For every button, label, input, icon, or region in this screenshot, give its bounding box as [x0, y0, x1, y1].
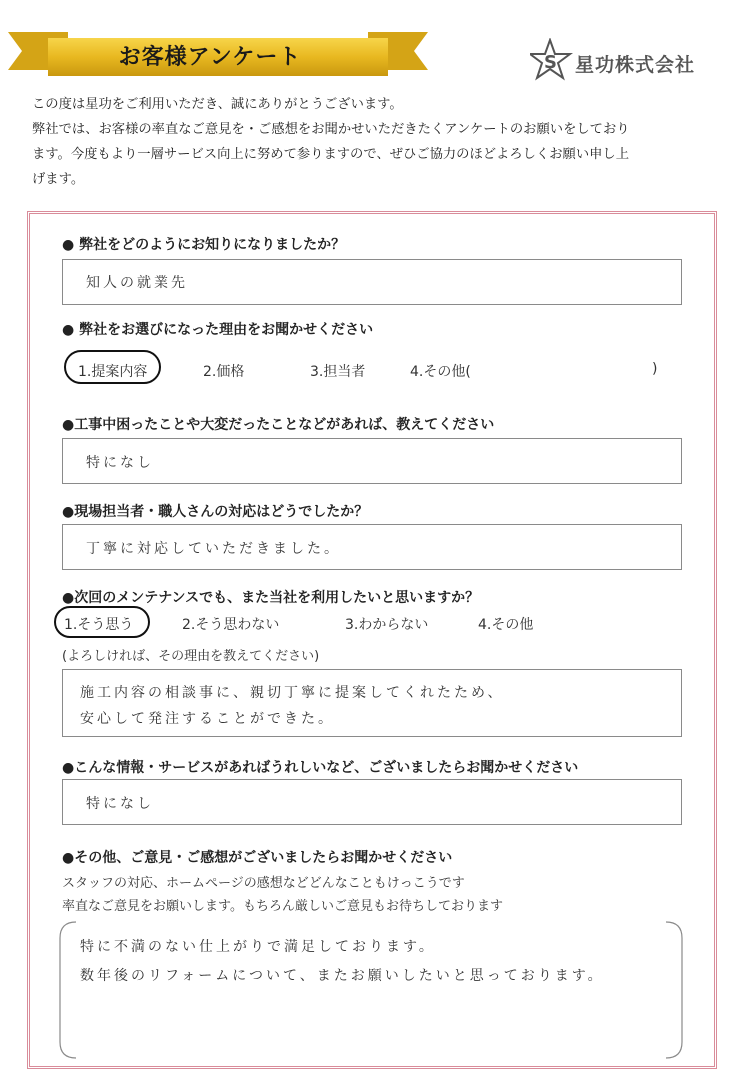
comments-hint-2: 率直なご意見をお願いします。もちろん厳しいご意見もお待ちしております [62, 899, 503, 914]
intro-line: 弊社では、お客様の率直なご意見を・ご感想をお聞かせいただきたくアンケートのお願いをしており [32, 122, 630, 137]
answer-staff-response: 丁寧に対応していただきました。 [86, 541, 341, 557]
question-wanted-services: ●こんな情報・サービスがあればうれしいなど、ございましたらお聞かせください [62, 760, 579, 776]
answer-comments-line1: 特に不満のない仕上がりで満足しております。 [80, 939, 436, 955]
question-reuse: ●次回のメンテナンスでも、また当社を利用したいと思いますか？ [62, 590, 480, 606]
option-other[interactable]: 4.その他( [410, 364, 471, 380]
answer-box-troubles [62, 438, 682, 484]
question-reason: ● 弊社をお選びになった理由をお聞かせください [62, 322, 374, 338]
question-how-found: ● 弊社をどのようにお知りになりましたか？ [62, 237, 346, 253]
option-price[interactable]: 2.価格 [203, 364, 245, 380]
option-no[interactable]: 2.そう思わない [182, 617, 280, 633]
intro-line: げます。 [32, 172, 85, 187]
answer-reuse-line2: 安心して発注することができた。 [80, 711, 335, 727]
option-other-close: ) [652, 361, 658, 377]
intro-line: この度は星功をご利用いただき、誠にありがとうございます。 [32, 97, 403, 112]
page-title: お客様アンケート [118, 45, 302, 70]
company-name: 星功株式会社 [575, 54, 696, 76]
answer-how-found: 知人の就業先 [86, 275, 188, 291]
answer-box-wanted-services [62, 779, 682, 825]
svg-text:S: S [544, 52, 557, 73]
reason-prompt: (よろしければ、その理由を教えてください) [62, 649, 320, 664]
intro-text [32, 92, 722, 192]
option-staff[interactable]: 3.担当者 [310, 364, 366, 380]
answer-troubles: 特になし [86, 455, 154, 471]
answer-comments-line2: 数年後のリフォームについて、またお願いしたいと思っております。 [80, 968, 605, 984]
question-troubles: ●工事中困ったことや大変だったことなどがあれば、教えてください [62, 417, 495, 433]
comments-hint-1: スタッフの対応、ホームページの感想などどんなこともけっこうです [62, 876, 465, 891]
option-yes[interactable]: 1.そう思う [64, 617, 134, 633]
answer-reuse-line1: 施工内容の相談事に、親切丁寧に提案してくれたため、 [80, 685, 505, 701]
intro-line: ます。今度もより一層サービス向上に努めて参りますので、ぜひご協力のほどよろしくお願い申し上 [32, 147, 630, 162]
question-other-comments: ●その他、ご意見・ご感想がございましたらお聞かせください [62, 850, 453, 866]
answer-wanted-services: 特になし [86, 796, 154, 812]
option-proposal[interactable]: 1.提案内容 [78, 364, 148, 380]
option-unsure[interactable]: 3.わからない [345, 617, 429, 633]
question-staff-response: ●現場担当者・職人さんの対応はどうでしたか？ [62, 504, 369, 520]
option-other[interactable]: 4.その他 [478, 617, 534, 633]
